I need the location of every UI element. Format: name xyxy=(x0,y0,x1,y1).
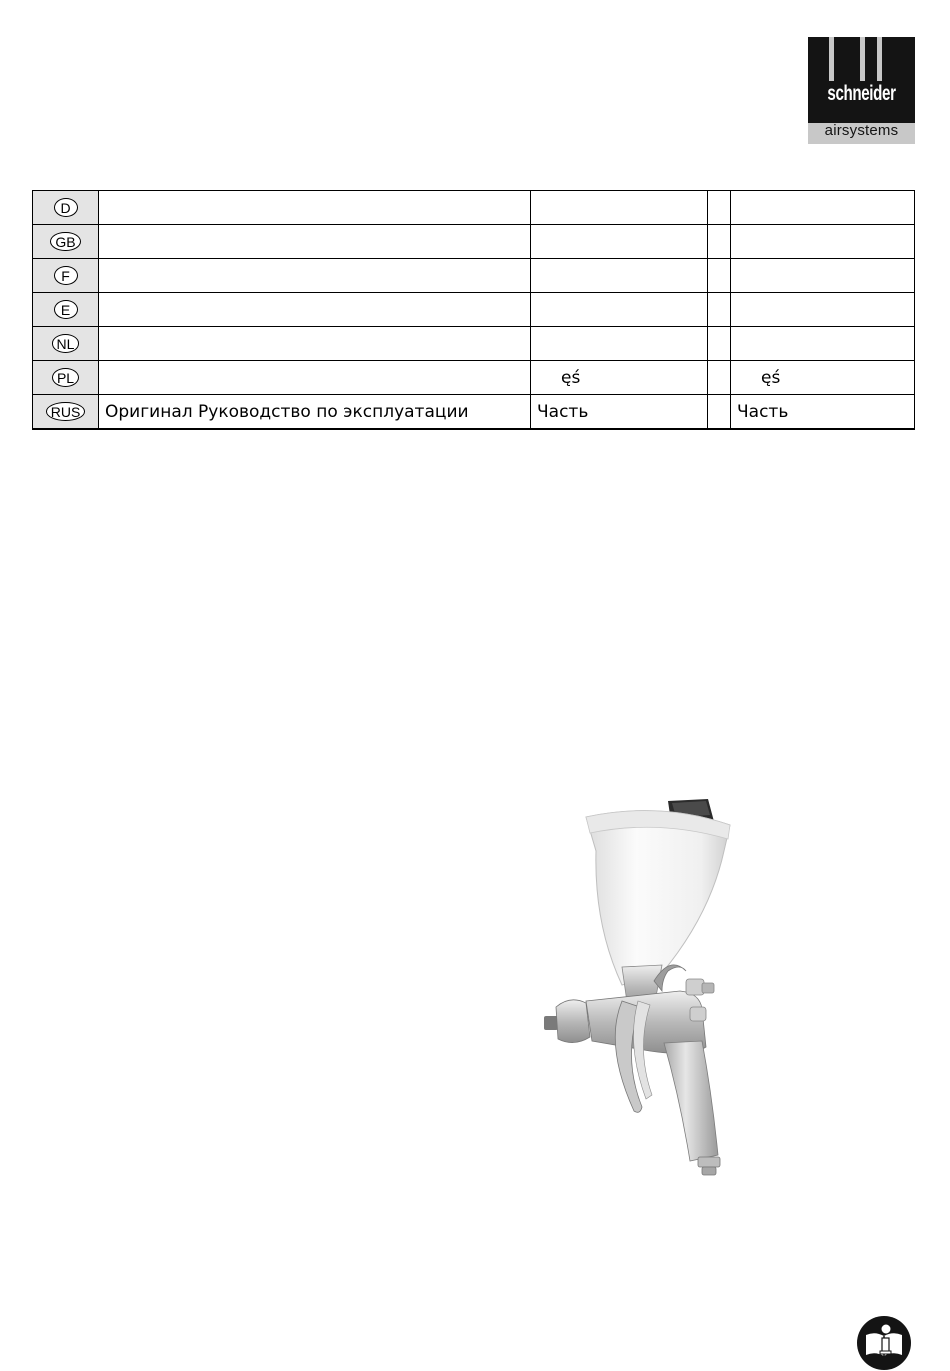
part-label xyxy=(731,225,915,259)
spray-gun-image xyxy=(530,795,760,1185)
read-manual-icon xyxy=(856,1315,912,1371)
separator-cell xyxy=(708,395,731,430)
part-label xyxy=(531,191,708,225)
separator-cell xyxy=(708,259,731,293)
table-row xyxy=(33,327,915,361)
language-code-badge: NL xyxy=(52,334,80,353)
separator-cell xyxy=(708,191,731,225)
separator-cell xyxy=(708,361,731,395)
separator-cell xyxy=(708,327,731,361)
manual-title xyxy=(99,361,531,395)
part-label xyxy=(731,293,915,327)
part-label xyxy=(731,191,915,225)
language-code-badge: F xyxy=(54,266,78,285)
manual-title xyxy=(99,327,531,361)
manual-title: Оригинал Руководство по эксплуатации xyxy=(99,395,531,430)
language-code-badge: GB xyxy=(50,232,80,251)
table-row xyxy=(33,191,915,225)
part-label: ęś xyxy=(531,361,708,395)
table-row xyxy=(33,259,915,293)
part-label xyxy=(531,259,708,293)
logo-stripe xyxy=(860,37,865,81)
manual-title xyxy=(99,191,531,225)
part-label xyxy=(731,327,915,361)
table-row xyxy=(33,395,915,430)
table-row xyxy=(33,361,915,395)
manual-title xyxy=(99,225,531,259)
part-label xyxy=(531,225,708,259)
part-label xyxy=(731,259,915,293)
schneider-logo xyxy=(808,37,915,144)
logo-brand-word: schneider xyxy=(827,82,896,105)
table-row xyxy=(33,225,915,259)
table-row xyxy=(33,293,915,327)
separator-cell xyxy=(708,293,731,327)
manual-title xyxy=(99,259,531,293)
language-code-badge: E xyxy=(54,300,78,319)
part-label: ęś xyxy=(731,361,915,395)
logo-stripe xyxy=(829,37,834,81)
language-code-badge: D xyxy=(54,198,78,217)
logo-tagline: airsystems xyxy=(824,122,899,139)
language-code-badge: PL xyxy=(52,368,79,387)
part-label: Часть xyxy=(731,395,915,430)
part-label xyxy=(531,293,708,327)
language-code-badge: RUS xyxy=(46,402,86,421)
language-table xyxy=(32,190,915,430)
part-label xyxy=(531,327,708,361)
part-label: Часть xyxy=(531,395,708,430)
logo-stripe xyxy=(877,37,882,81)
separator-cell xyxy=(708,225,731,259)
manual-title xyxy=(99,293,531,327)
